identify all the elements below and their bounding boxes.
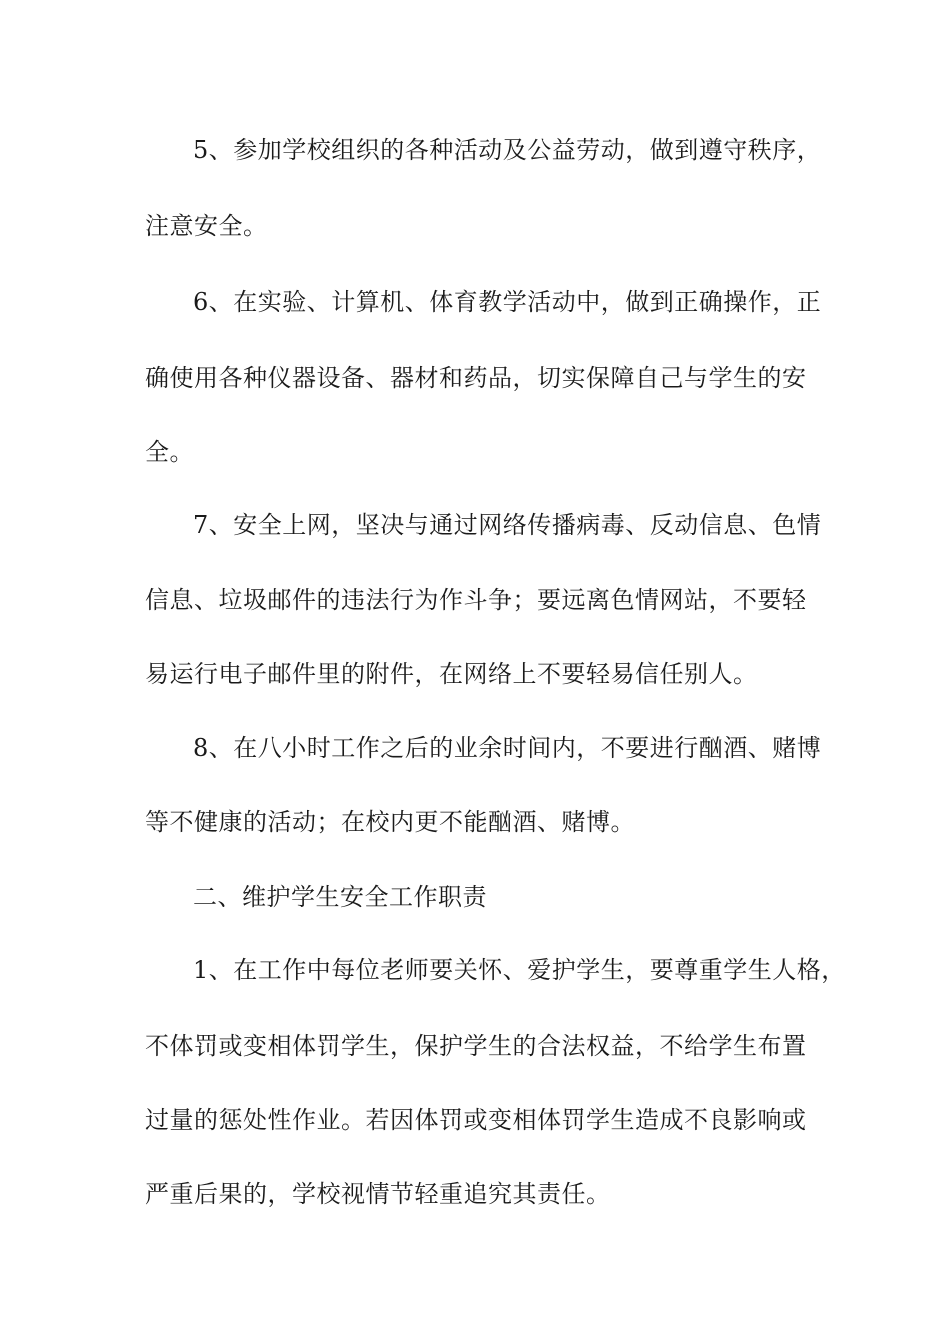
paragraph-1-line-3: 过量的惩处性作业。若因体罚或变相体罚学生造成不良影响或 bbox=[145, 1106, 807, 1134]
paragraph-6-line-2: 确使用各种仪器设备、器材和药品，切实保障自己与学生的安 bbox=[145, 364, 807, 392]
paragraph-8-line-2: 等不健康的活动；在校内更不能酗酒、赌博。 bbox=[145, 808, 635, 836]
paragraph-1-line-1: 1、在工作中每位老师要关怀、爱护学生，要尊重学生人格， bbox=[193, 956, 846, 984]
paragraph-1-line-2: 不体罚或变相体罚学生，保护学生的合法权益，不给学生布置 bbox=[145, 1032, 807, 1060]
paragraph-7-line-3: 易运行电子邮件里的附件，在网络上不要轻易信任别人。 bbox=[145, 660, 758, 688]
paragraph-7-line-1: 7、安全上网，坚决与通过网络传播病毒、反动信息、色情 bbox=[193, 511, 822, 539]
paragraph-6-line-3: 全。 bbox=[145, 438, 194, 466]
section-heading: 二、维护学生安全工作职责 bbox=[193, 883, 487, 911]
paragraph-6-line-1: 6、在实验、计算机、体育教学活动中，做到正确操作，正 bbox=[193, 288, 822, 316]
paragraph-8-line-1: 8、在八小时工作之后的业余时间内，不要进行酗酒、赌博 bbox=[193, 734, 822, 762]
paragraph-5-line-1: 5、参加学校组织的各种活动及公益劳动，做到遵守秩序， bbox=[193, 136, 822, 164]
paragraph-7-line-2: 信息、垃圾邮件的违法行为作斗争；要远离色情网站，不要轻 bbox=[145, 586, 807, 614]
paragraph-1-line-4: 严重后果的，学校视情节轻重追究其责任。 bbox=[145, 1180, 611, 1208]
paragraph-5-line-2: 注意安全。 bbox=[145, 212, 268, 240]
